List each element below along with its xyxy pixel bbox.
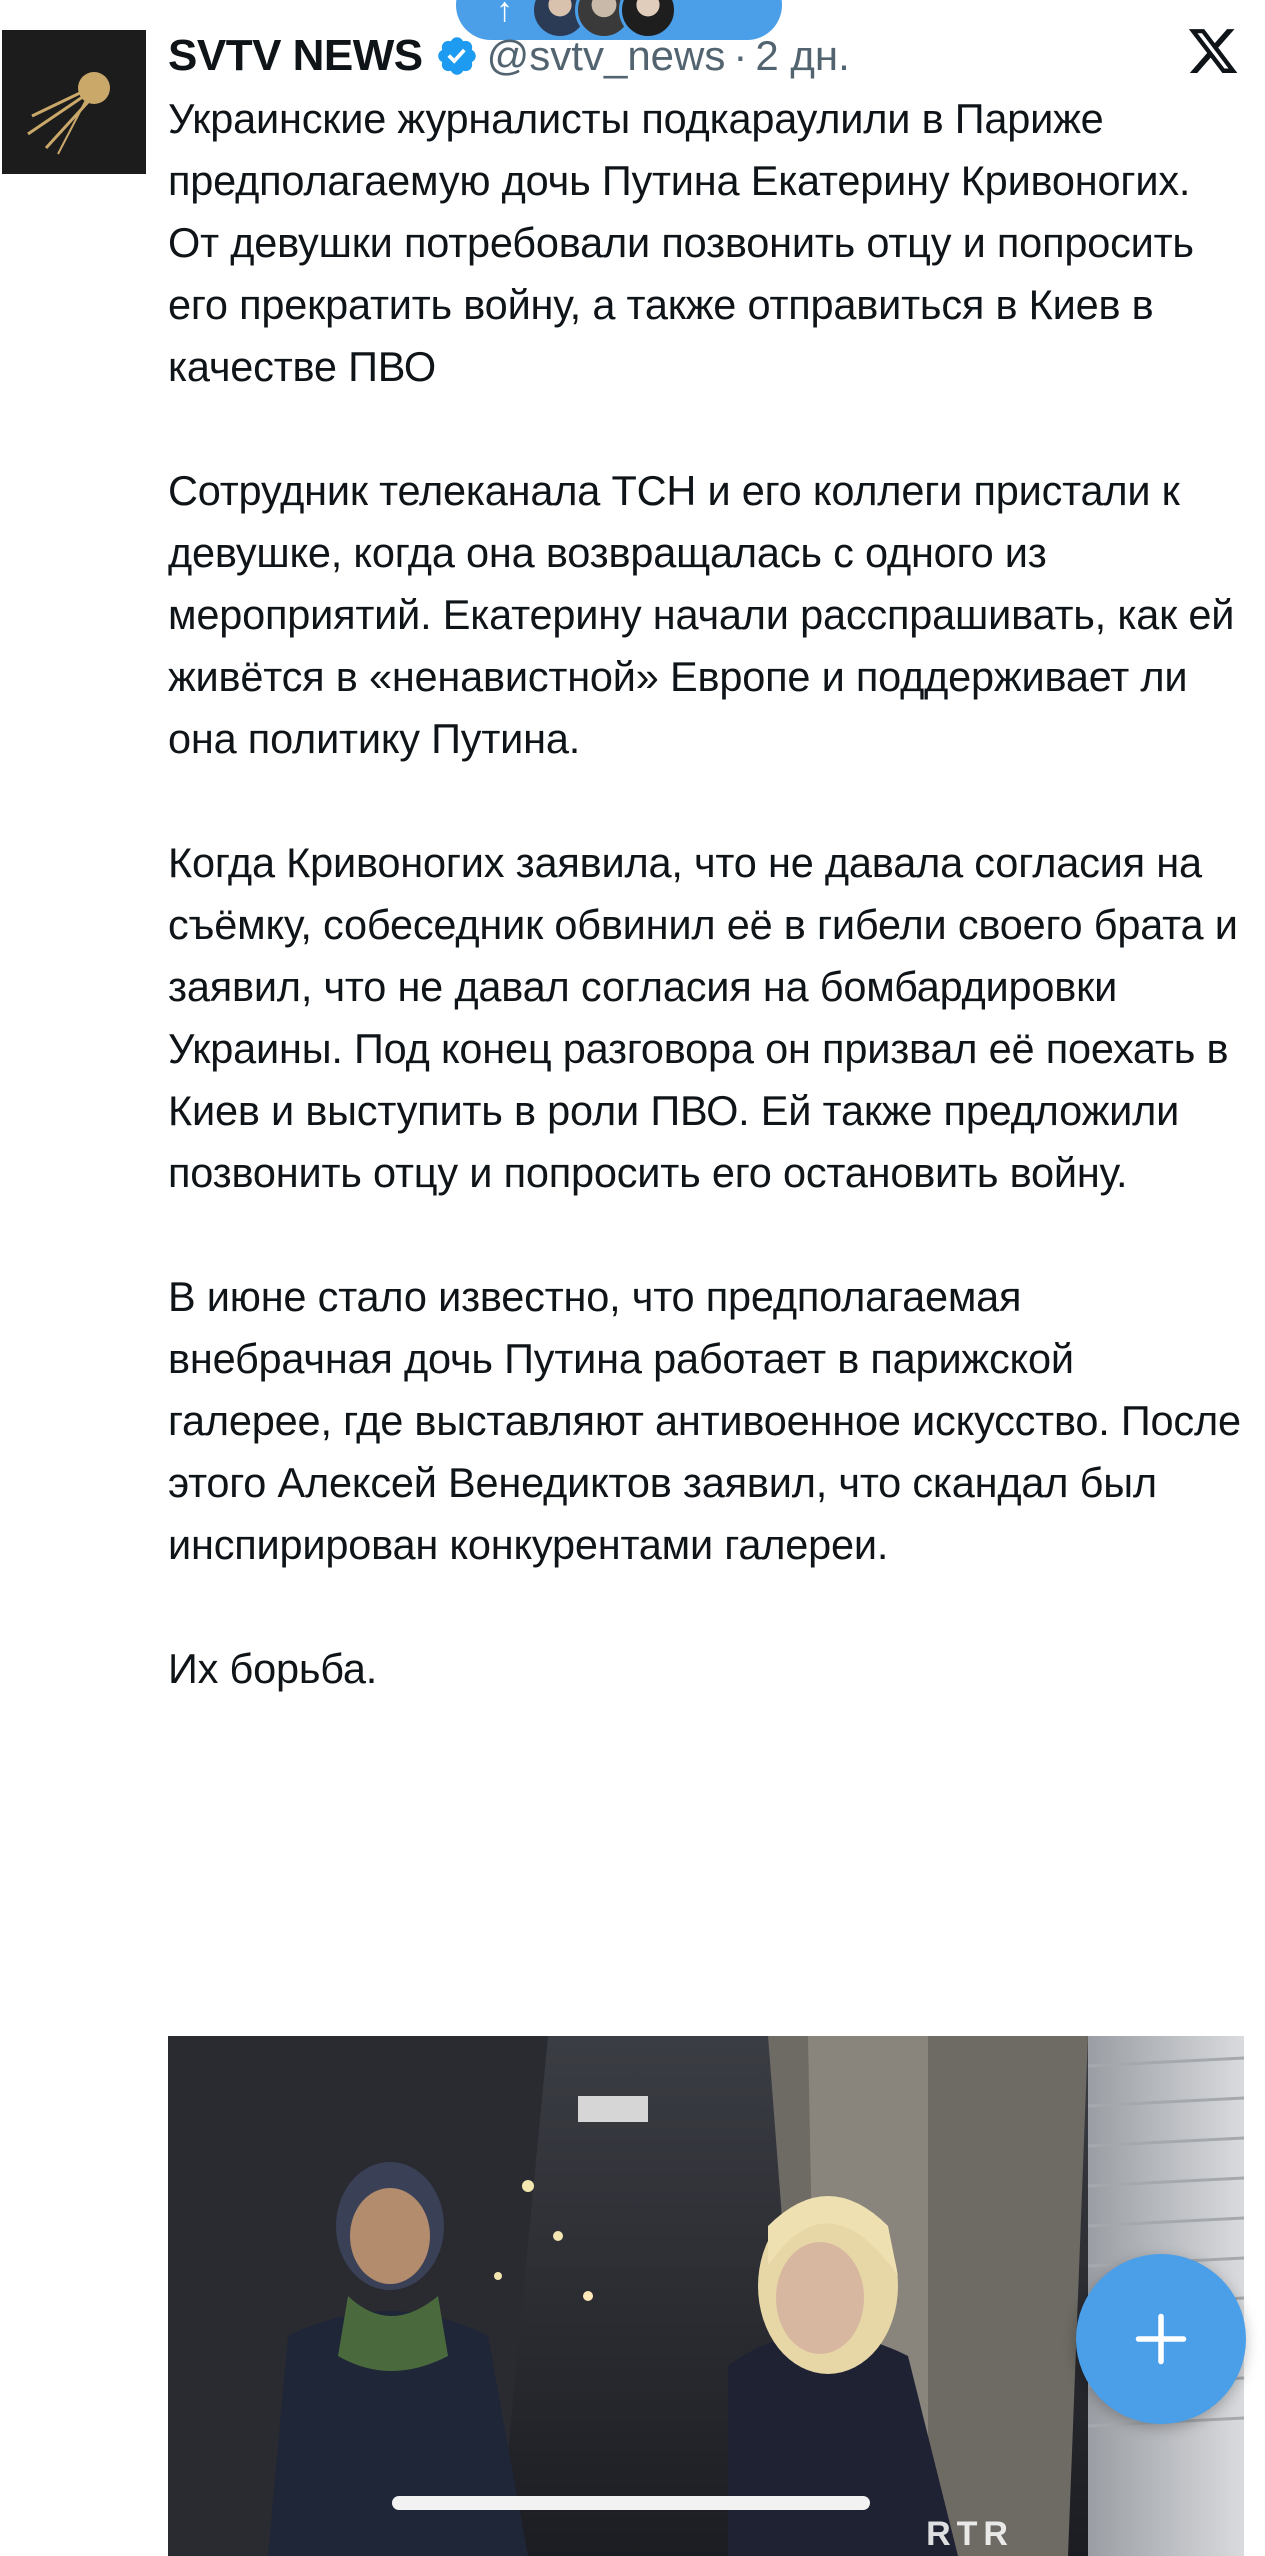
separator: ·	[733, 32, 748, 79]
x-logo-icon[interactable]	[1186, 24, 1240, 78]
home-indicator[interactable]	[392, 2496, 870, 2510]
author-name[interactable]: SVTV NEWS	[168, 31, 423, 80]
compose-post-button[interactable]	[1076, 2254, 1246, 2424]
verified-badge-icon	[435, 34, 479, 78]
post-paragraph: Их борьба.	[168, 1645, 378, 1692]
post-video[interactable]	[168, 2036, 1244, 2556]
author-avatar[interactable]	[2, 30, 146, 174]
post-paragraph: В июне стало известно, что предполагаемая внебрачная дочь Путина работает в парижской галерее, где выставляют антивоенное искусство. После этого Алексей Венедиктов заявил, что скандал был инспирирован конкурентами галереи.	[168, 1273, 1241, 1568]
post-paragraph: Сотрудник телеканала ТСН и его коллеги пристали к девушке, когда она возвращалась с одного из мероприятий. Екатерину начали расспрашивать, как ей живётся в «ненавистной» Европе и поддерживает ли она политику Путина.	[168, 467, 1235, 762]
post-paragraph: Украинские журналисты подкараулили в Париже предполагаемую дочь Путина Екатерину Кривоногих. От девушки потребовали позвонить отцу и попросить его прекратить войну, а также отправиться в Киев в качестве ПВО	[168, 95, 1194, 390]
arrow-up-icon: ↑	[496, 0, 513, 29]
author-handle[interactable]: @svtv_news	[486, 32, 726, 79]
video-frame	[168, 2036, 1244, 2556]
post-paragraph: Когда Кривоногих заявила, что не давала согласия на съёмку, собеседник обвинил её в гибели своего брата и заявил, что не давал согласия на бомбардировки Украины. Под конец разговора он призвал её поехать в Киев и выступить в роли ПВО. Ей также предложили позвонить отцу и попросить его остановить войну.	[168, 839, 1238, 1196]
video-watermark: RTR	[926, 2515, 1014, 2553]
plus-icon	[1131, 2309, 1191, 2369]
post-header	[168, 26, 850, 86]
post-text	[168, 88, 1248, 1700]
sputnik-logo-icon	[2, 30, 146, 174]
post-timestamp[interactable]: 2 дн.	[755, 32, 850, 79]
